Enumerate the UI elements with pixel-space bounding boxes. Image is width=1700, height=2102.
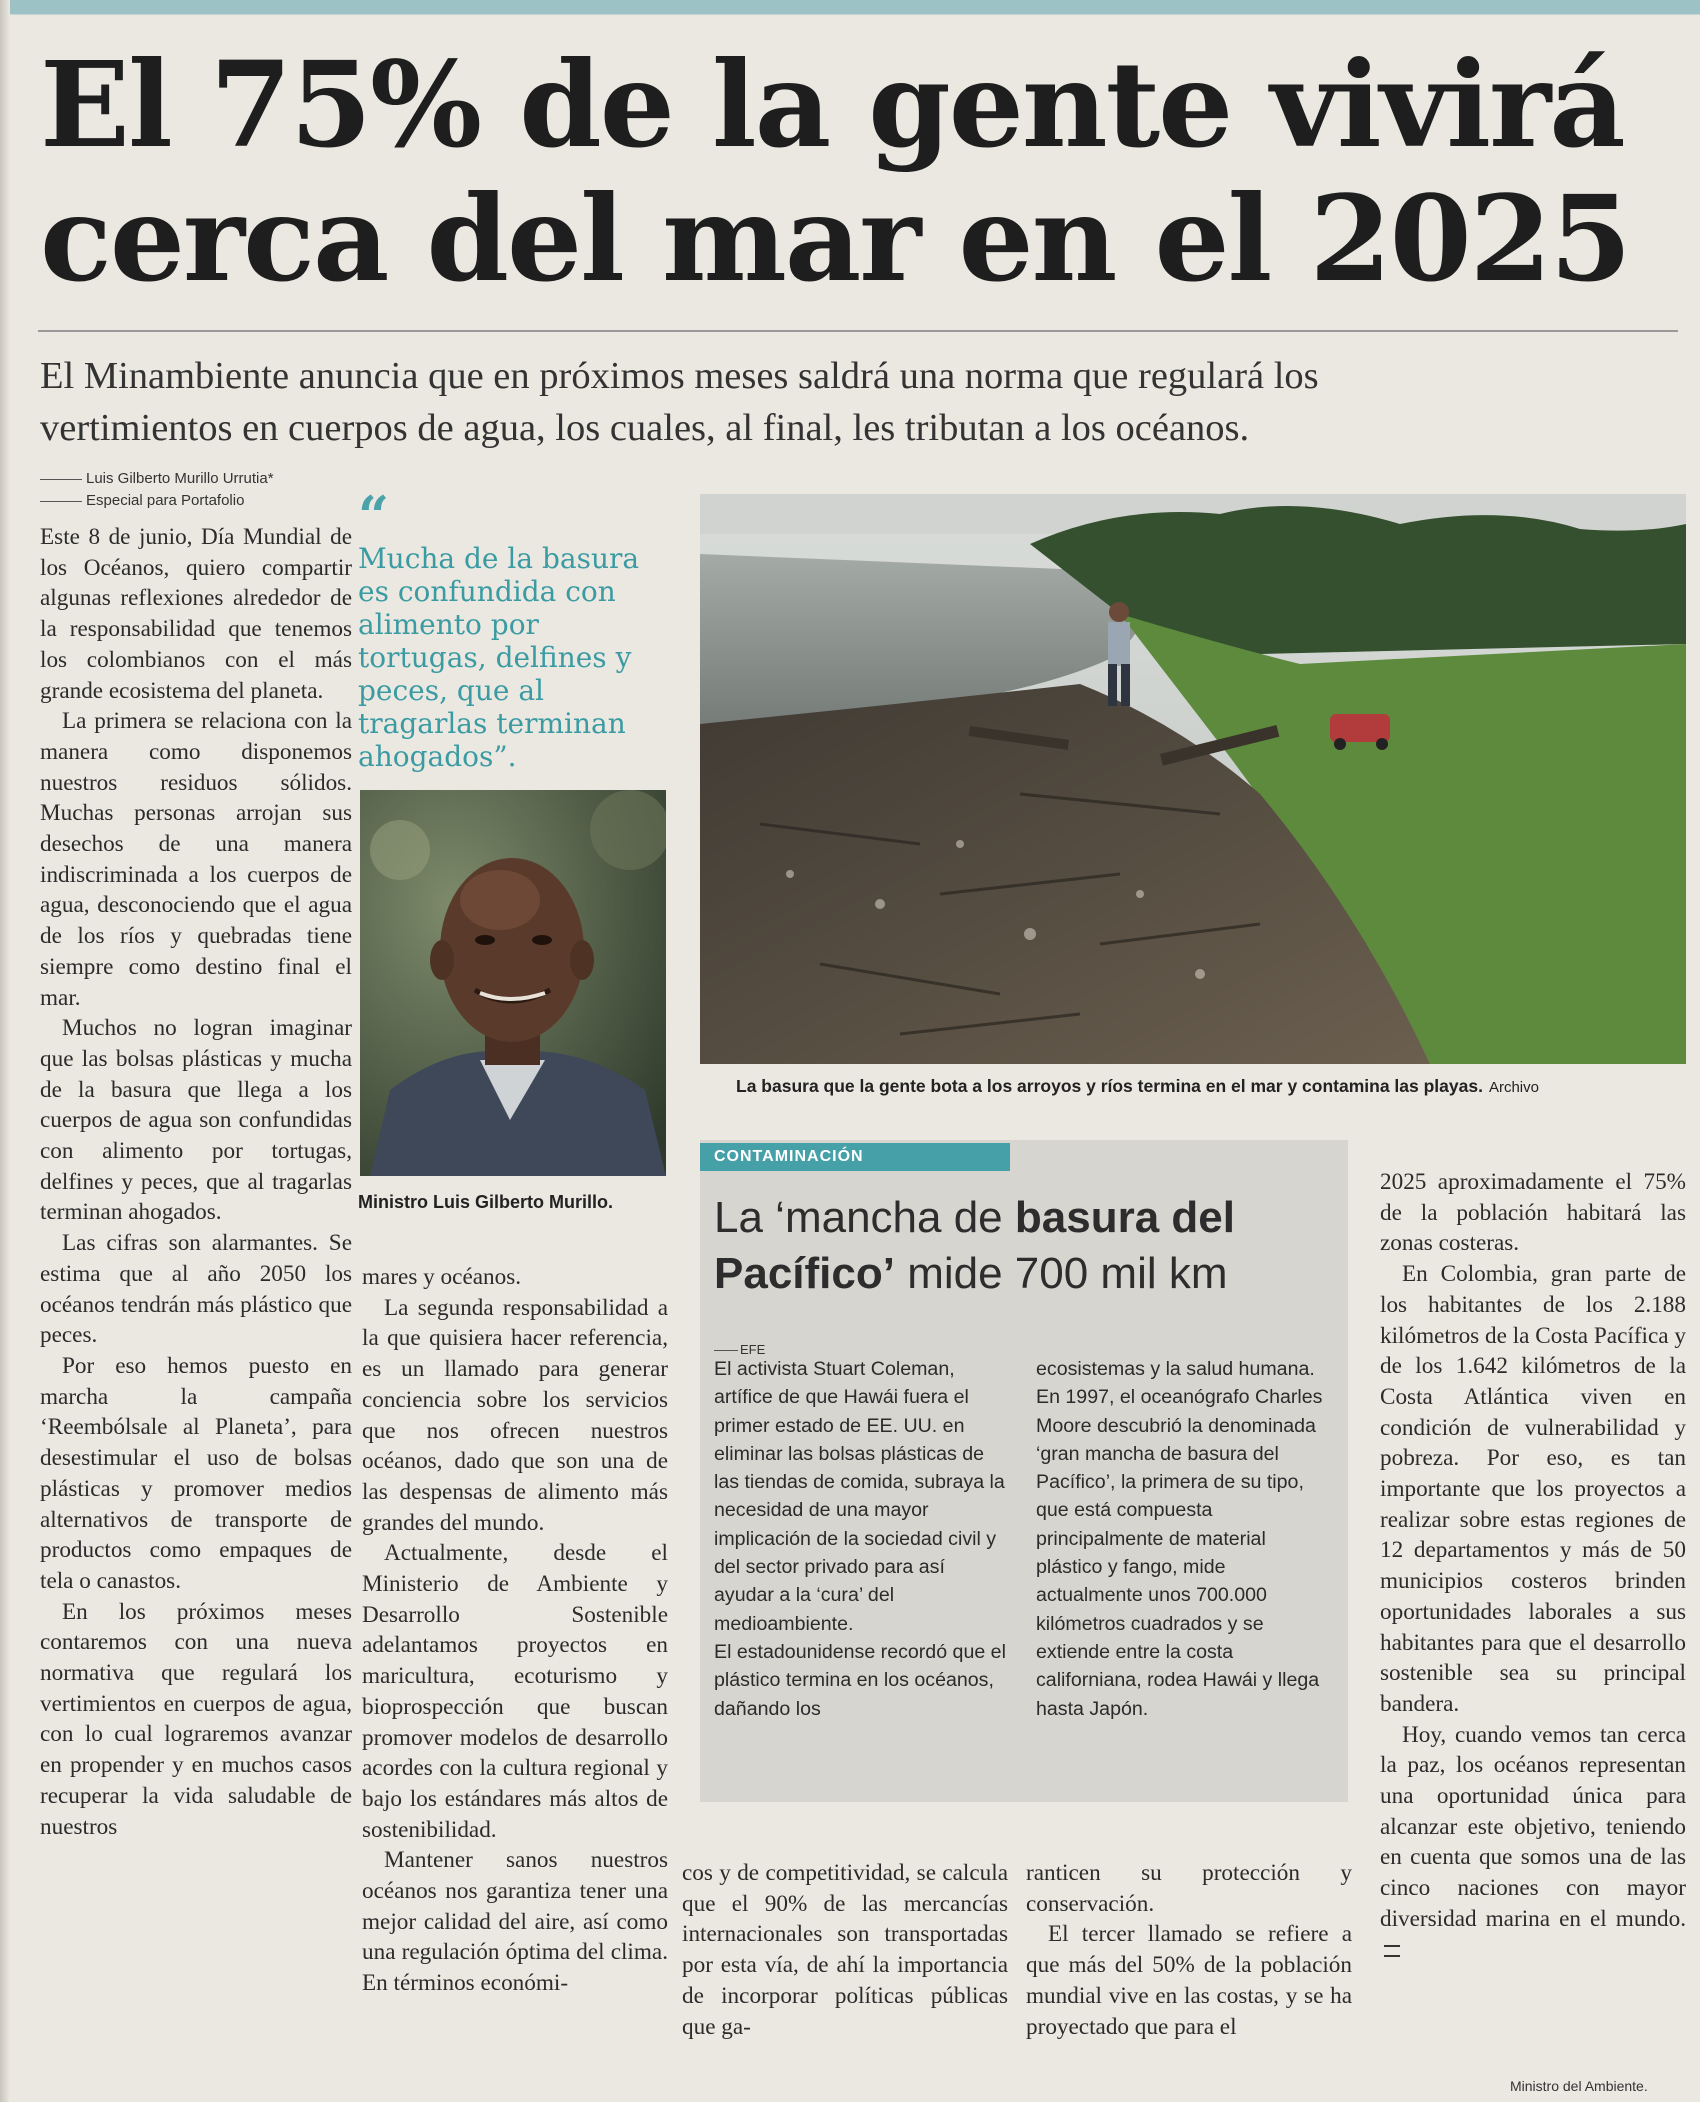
photo-credit: Archivo [1488,1079,1539,1096]
paragraph: La segunda responsabilidad a la que quisiera hacer referencia, es un llamado para generar conciencia sobre los servicios que nos ofrecen nuestros océanos, dado que son una de las despensas de alimento más grandes del mundo. [362,1294,668,1536]
sidebar-column-2 [1036,1355,1336,1723]
headline-line-2: cerca del mar en el 2025 [40,169,1630,308]
paragraph: mares y océanos. [362,1264,522,1290]
headline-bold-segment: Pacífico’ [714,1249,895,1298]
paragraph: En los próximos meses contaremos con una nueva normativa que regulará los vertimientos en cuerpos de agua, con lo cual lograremos avanzar en propender y en muchos casos recuperar la vida saludable de nuestros [40,1598,352,1840]
page-spine-shadow [0,0,10,2102]
byline [40,468,370,512]
headline-line-1: El 75% de la gente vivirá [40,35,1624,174]
author-note: Ministro del Ambiente. [1510,2078,1648,2094]
headline [40,35,1680,308]
headline-bold-segment: basura del [1014,1193,1235,1242]
paragraph: 2025 aproximadamente el 75% de la población habitará las zonas costeras. [1380,1169,1686,1257]
deck-line-2: vertimientos en cuerpos de agua, los cuales, al final, les tributan a los océanos. [40,407,1250,449]
portrait-illustration [360,790,666,1176]
paragraph: cos y de competitividad, se calcula que el 90% de las mercancías internacionales son transportadas por esta vía, de ahí la importancia de incorporar políticas públicas que ga- [682,1860,1008,2040]
photo-caption-text: La basura que la gente bota a los arroyos y ríos termina en el mar y contamina las playas. [736,1076,1483,1096]
pull-quote-text: Mucha de la basura es confundida con alimento por tortugas, delfines y peces, que al tragarlas terminan ahogados”. [358,542,640,773]
paragraph: Este 8 de junio, Día Mundial de los Océanos, quiero compartir algunas reflexiones alrededor de la responsabilidad que tenemos los colombianos con el más grande ecosistema del planeta. [40,524,352,704]
paragraph: Actualmente, desde el Ministerio de Ambiente y Desarrollo Sostenible adelantamos proyectos en maricultura, ecoturismo y bioprospección que buscan promover modelos de desarrollo acordes con la cultura regional y bajo los estándares más altos de sostenibilidad. [362,1540,668,1843]
paragraph: El estadounidense recordó que el plástico termina en los océanos, dañando los [714,1640,1006,1720]
paragraph: Las cifras son alarmantes. Se estima que al año 2050 los océanos tendrán más plástico que peces. [40,1230,352,1349]
sidebar-column-1 [714,1355,1010,1723]
headline-segment: La ‘mancha de [714,1193,1015,1242]
article-column-2 [362,1262,668,1999]
sidebar-source: EFE [714,1342,765,1357]
byline-role: Especial para Portafolio [40,490,370,512]
deck-line-1: El Minambiente anuncia que en próximos meses saldrá una norma que regulará los [40,355,1319,397]
beach-photo-illustration [700,494,1686,1064]
paragraph: En Colombia, gran parte de los habitantes de los 2.188 kilómetros de la Costa Pacífica y de los 1.642 kilómetros de la Costa Atlántica viven en condición de vulnerabilidad y pobreza. Por eso, es tan importante que los proyectos a realizar sobre estas regiones de 12 departamentos y más de 50 municipios costeros brinden oportunidades laborales a sus habitantes para que el desarrollo sostenible sea su principal bandera. [1380,1261,1686,1717]
paragraph: ecosistemas y la salud humana. [1036,1358,1315,1380]
paragraph: El activista Stuart Coleman, artífice de que Hawái fuera el primer estado de EE. UU. en eliminar las bolsas plásticas de las tiendas de comida, subraya la necesidad de una mayor implicación de la sociedad civil y del sector privado para así ayudar a la ‘cura’ del medioambiente. [714,1358,1005,1635]
paragraph [1380,1720,1686,1966]
byline-author: Luis Gilberto Murillo Urrutia* [40,468,370,490]
paragraph: El tercer llamado se refiere a que más del 50% de la población mundial vive en las costas, y se ha proyectado que para el [1026,1921,1352,2040]
paragraph: En 1997, el oceanógrafo Charles Moore descubrió la denominada ‘gran mancha de basura del Pacífico’, la primera de su tipo, que está compuesta principalmente de material plástico y fango, mide actualmente unos 700.000 kilómetros cuadrados y se extiende entre la costa californiana, rodea Hawái y llega hasta Japón. [1036,1386,1323,1720]
sidebar-headline-line-2 [714,1246,1344,1302]
minister-portrait [360,790,666,1176]
portrait-caption: Ministro Luis Gilberto Murillo. [358,1192,613,1212]
paragraph: Mantener sanos nuestros océanos nos garantiza tener una mejor calidad del aire, así como una regulación óptima del clima. En términos económi- [362,1847,668,1997]
paragraph: Por eso hemos puesto en marcha la campaña ‘Reembólsale al Planeta’, para desestimular el uso de bolsas plásticas y promover medios alternativos de transporte de productos como empaques de tela o canastos. [40,1352,352,1594]
beach-photo [700,494,1686,1064]
paragraph: ranticen su protección y conservación. [1026,1860,1352,1917]
end-mark-icon [1384,1945,1400,1957]
section-tag: CONTAMINACIÓN [700,1143,1010,1171]
paragraph-text: Hoy, cuando vemos tan cerca la paz, los océanos representan una oportunidad única para alcanzar este objetivo, teniendo en cuenta que somos una de las cinco naciones con mayor diversidad marina en el mundo. [1380,1721,1686,1932]
headline-rule [38,330,1678,332]
pull-quote [358,484,670,773]
article-column-4 [1026,1858,1352,2042]
photo-caption [736,1076,1686,1097]
sidebar-headline-line-1 [714,1190,1344,1246]
quote-mark: “ [358,484,390,548]
sidebar-headline [714,1190,1344,1302]
paragraph: La primera se relaciona con la manera como disponemos nuestros residuos sólidos. Muchas personas arrojan sus desechos de una manera indiscriminada a los cuerpos de agua, desconociendo que el agua de los ríos y quebradas tiene siempre como destino final el mar. [40,708,352,1011]
article-column-5 [1380,1167,1686,1965]
article-column-1 [40,522,352,1842]
page-top-band [0,0,1700,26]
headline-segment: mide 700 mil km [894,1249,1228,1298]
paragraph: Muchos no logran imaginar que las bolsas plásticas y mucha de la basura que llega a los cuerpos de agua son confundidas con alimento por tortugas, delfines y peces, que al tragarlas terminan ahogados. [40,1015,352,1226]
deck [40,350,1680,454]
article-column-3 [682,1858,1008,2042]
